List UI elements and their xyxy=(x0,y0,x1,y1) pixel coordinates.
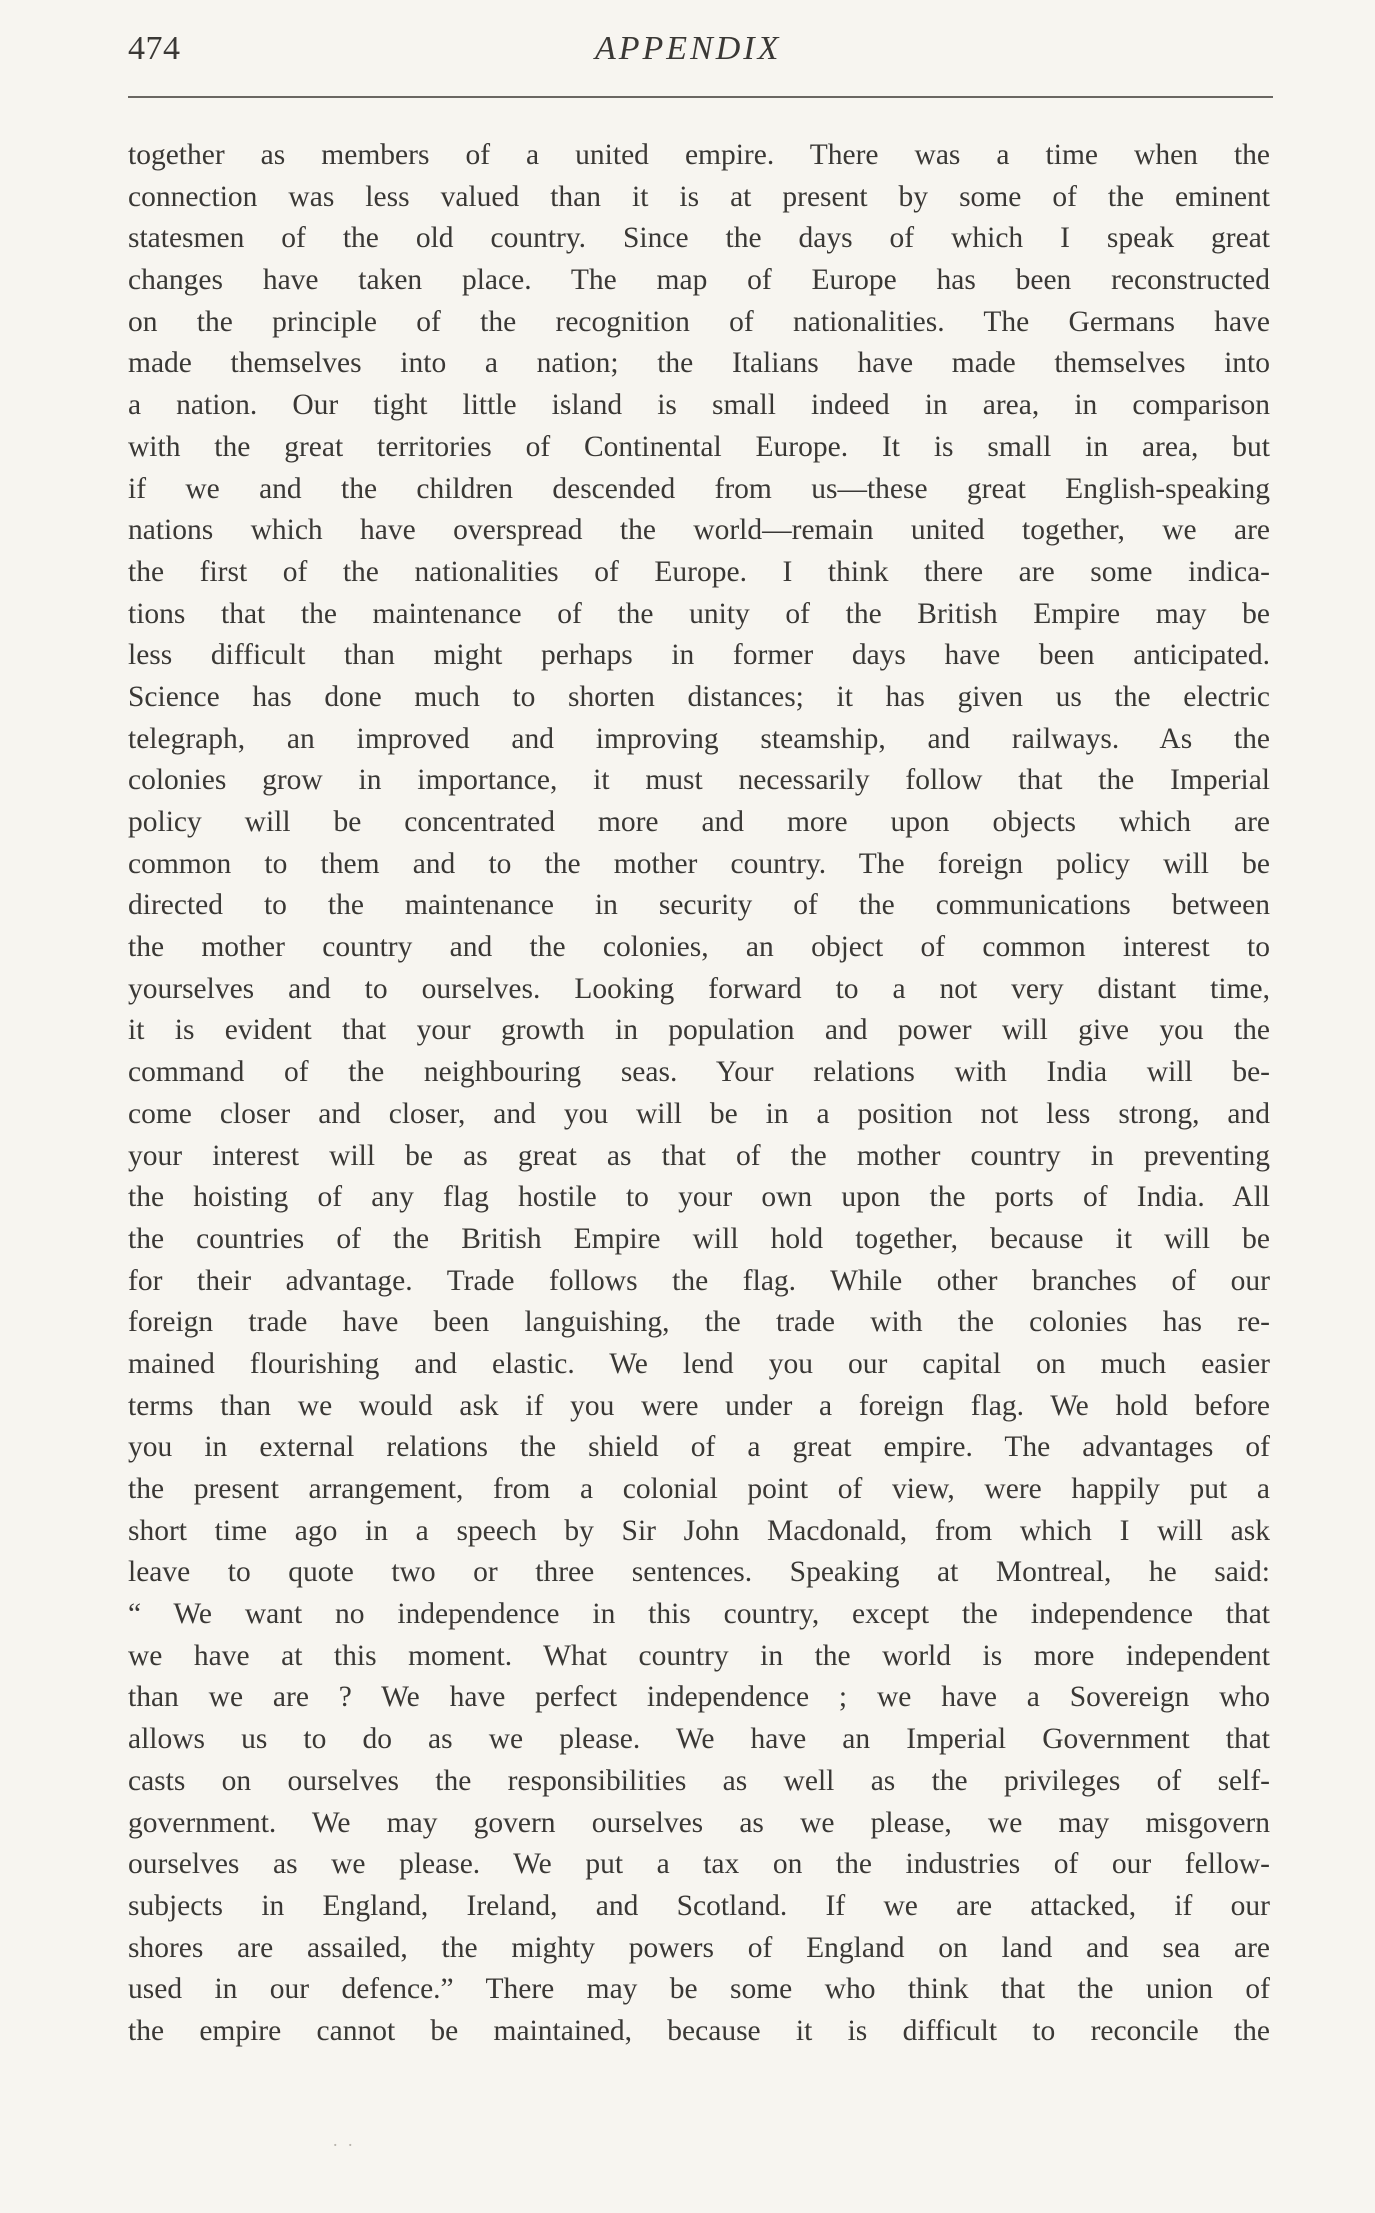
text-line: changes have taken place. The map of Europe has been reconstructed xyxy=(128,264,1270,297)
text-line: it is evident that your growth in population and power will give you the xyxy=(128,1014,1270,1047)
page-number: 474 xyxy=(128,30,181,67)
running-title: APPENDIX xyxy=(595,30,782,67)
text-line: Science has done much to shorten distances; it has given us the electric xyxy=(128,680,1270,713)
text-line: yourselves and to ourselves. Looking forward to a not very distant time, xyxy=(128,972,1270,1005)
text-line: subjects in England, Ireland, and Scotland. If we are attacked, if our xyxy=(128,1889,1270,1922)
text-line: policy will be concentrated more and more upon objects which are xyxy=(128,806,1270,838)
text-line: statesmen of the old country. Since the days of which I speak great xyxy=(128,222,1270,255)
text-line: come closer and closer, and you will be in a position not less strong, and xyxy=(128,1097,1270,1130)
text-line: the empire cannot be maintained, because it is difficult to reconcile the xyxy=(128,2014,1270,2047)
text-line: the hoisting of any flag hostile to your own upon the ports of India. All xyxy=(128,1181,1270,1214)
text-line: for their advantage. Trade follows the flag. While other branches of our xyxy=(128,1264,1270,1297)
text-line: if we and the children descended from us—these great English-speaking xyxy=(128,472,1270,505)
text-line: used in our defence.” There may be some who think that the union of xyxy=(128,1973,1270,2006)
text-line: than we are ? We have perfect independence ; we have a Sovereign who xyxy=(128,1681,1270,1714)
text-line: the countries of the British Empire will hold together, because it will be xyxy=(128,1222,1270,1255)
text-line: your interest will be as great as that of the mother country in preventing xyxy=(128,1139,1270,1172)
header-rule xyxy=(128,96,1273,98)
text-line: the present arrangement, from a colonial point of view, were happily put a xyxy=(128,1473,1270,1505)
text-line: “ We want no independence in this country, except the independence that xyxy=(128,1598,1270,1631)
text-line: colonies grow in importance, it must necessarily follow that the Imperial xyxy=(128,764,1270,797)
text-line: tions that the maintenance of the unity of the British Empire may be xyxy=(128,597,1270,630)
text-line: casts on ourselves the responsibilities as well as the privileges of self- xyxy=(128,1764,1270,1797)
text-line: a nation. Our tight little island is small indeed in area, in comparison xyxy=(128,389,1270,422)
text-line: government. We may govern ourselves as we please, we may misgovern xyxy=(128,1806,1270,1839)
text-line: allows us to do as we please. We have an Imperial Government that xyxy=(128,1723,1270,1756)
text-line: telegraph, an improved and improving steamship, and railways. As the xyxy=(128,722,1270,755)
text-line: made themselves into a nation; the Italians have made themselves into xyxy=(128,347,1270,380)
text-line: the mother country and the colonies, an object of common interest to xyxy=(128,931,1270,964)
text-line: together as members of a united empire. There was a time when the xyxy=(128,139,1270,171)
text-line: ourselves as we please. We put a tax on the industries of our fellow- xyxy=(128,1848,1270,1881)
text-line: we have at this moment. What country in the world is more independent xyxy=(128,1639,1270,1672)
text-line: on the principle of the recognition of nationalities. The Germans have xyxy=(128,305,1270,338)
text-line: leave to quote two or three sentences. Speaking at Montreal, he said: xyxy=(128,1556,1270,1589)
text-line: terms than we would ask if you were under a foreign flag. We hold before xyxy=(128,1389,1270,1422)
body-text xyxy=(128,135,1270,2053)
text-line: foreign trade have been languishing, the trade with the colonies has re- xyxy=(128,1306,1270,1339)
text-line: command of the neighbouring seas. Your relations with India will be- xyxy=(128,1056,1270,1089)
text-line: directed to the maintenance in security of the communications between xyxy=(128,889,1270,922)
text-line: less difficult than might perhaps in former days have been anticipated. xyxy=(128,639,1270,672)
text-line: mained flourishing and elastic. We lend you our capital on much easier xyxy=(128,1347,1270,1380)
text-line: the first of the nationalities of Europe. I think there are some indica- xyxy=(128,555,1270,588)
text-line: nations which have overspread the world—remain united together, we are xyxy=(128,514,1270,547)
text-line: common to them and to the mother country. The foreign policy will be xyxy=(128,847,1270,880)
footer-mark: . . xyxy=(333,2130,356,2150)
text-line: short time ago in a speech by Sir John Macdonald, from which I will ask xyxy=(128,1514,1270,1547)
text-line: you in external relations the shield of a great empire. The advantages of xyxy=(128,1431,1270,1464)
text-line: with the great territories of Continental Europe. It is small in area, but xyxy=(128,430,1270,463)
text-line: connection was less valued than it is at present by some of the eminent xyxy=(128,180,1270,213)
text-line: shores are assailed, the mighty powers of England on land and sea are xyxy=(128,1931,1270,1964)
